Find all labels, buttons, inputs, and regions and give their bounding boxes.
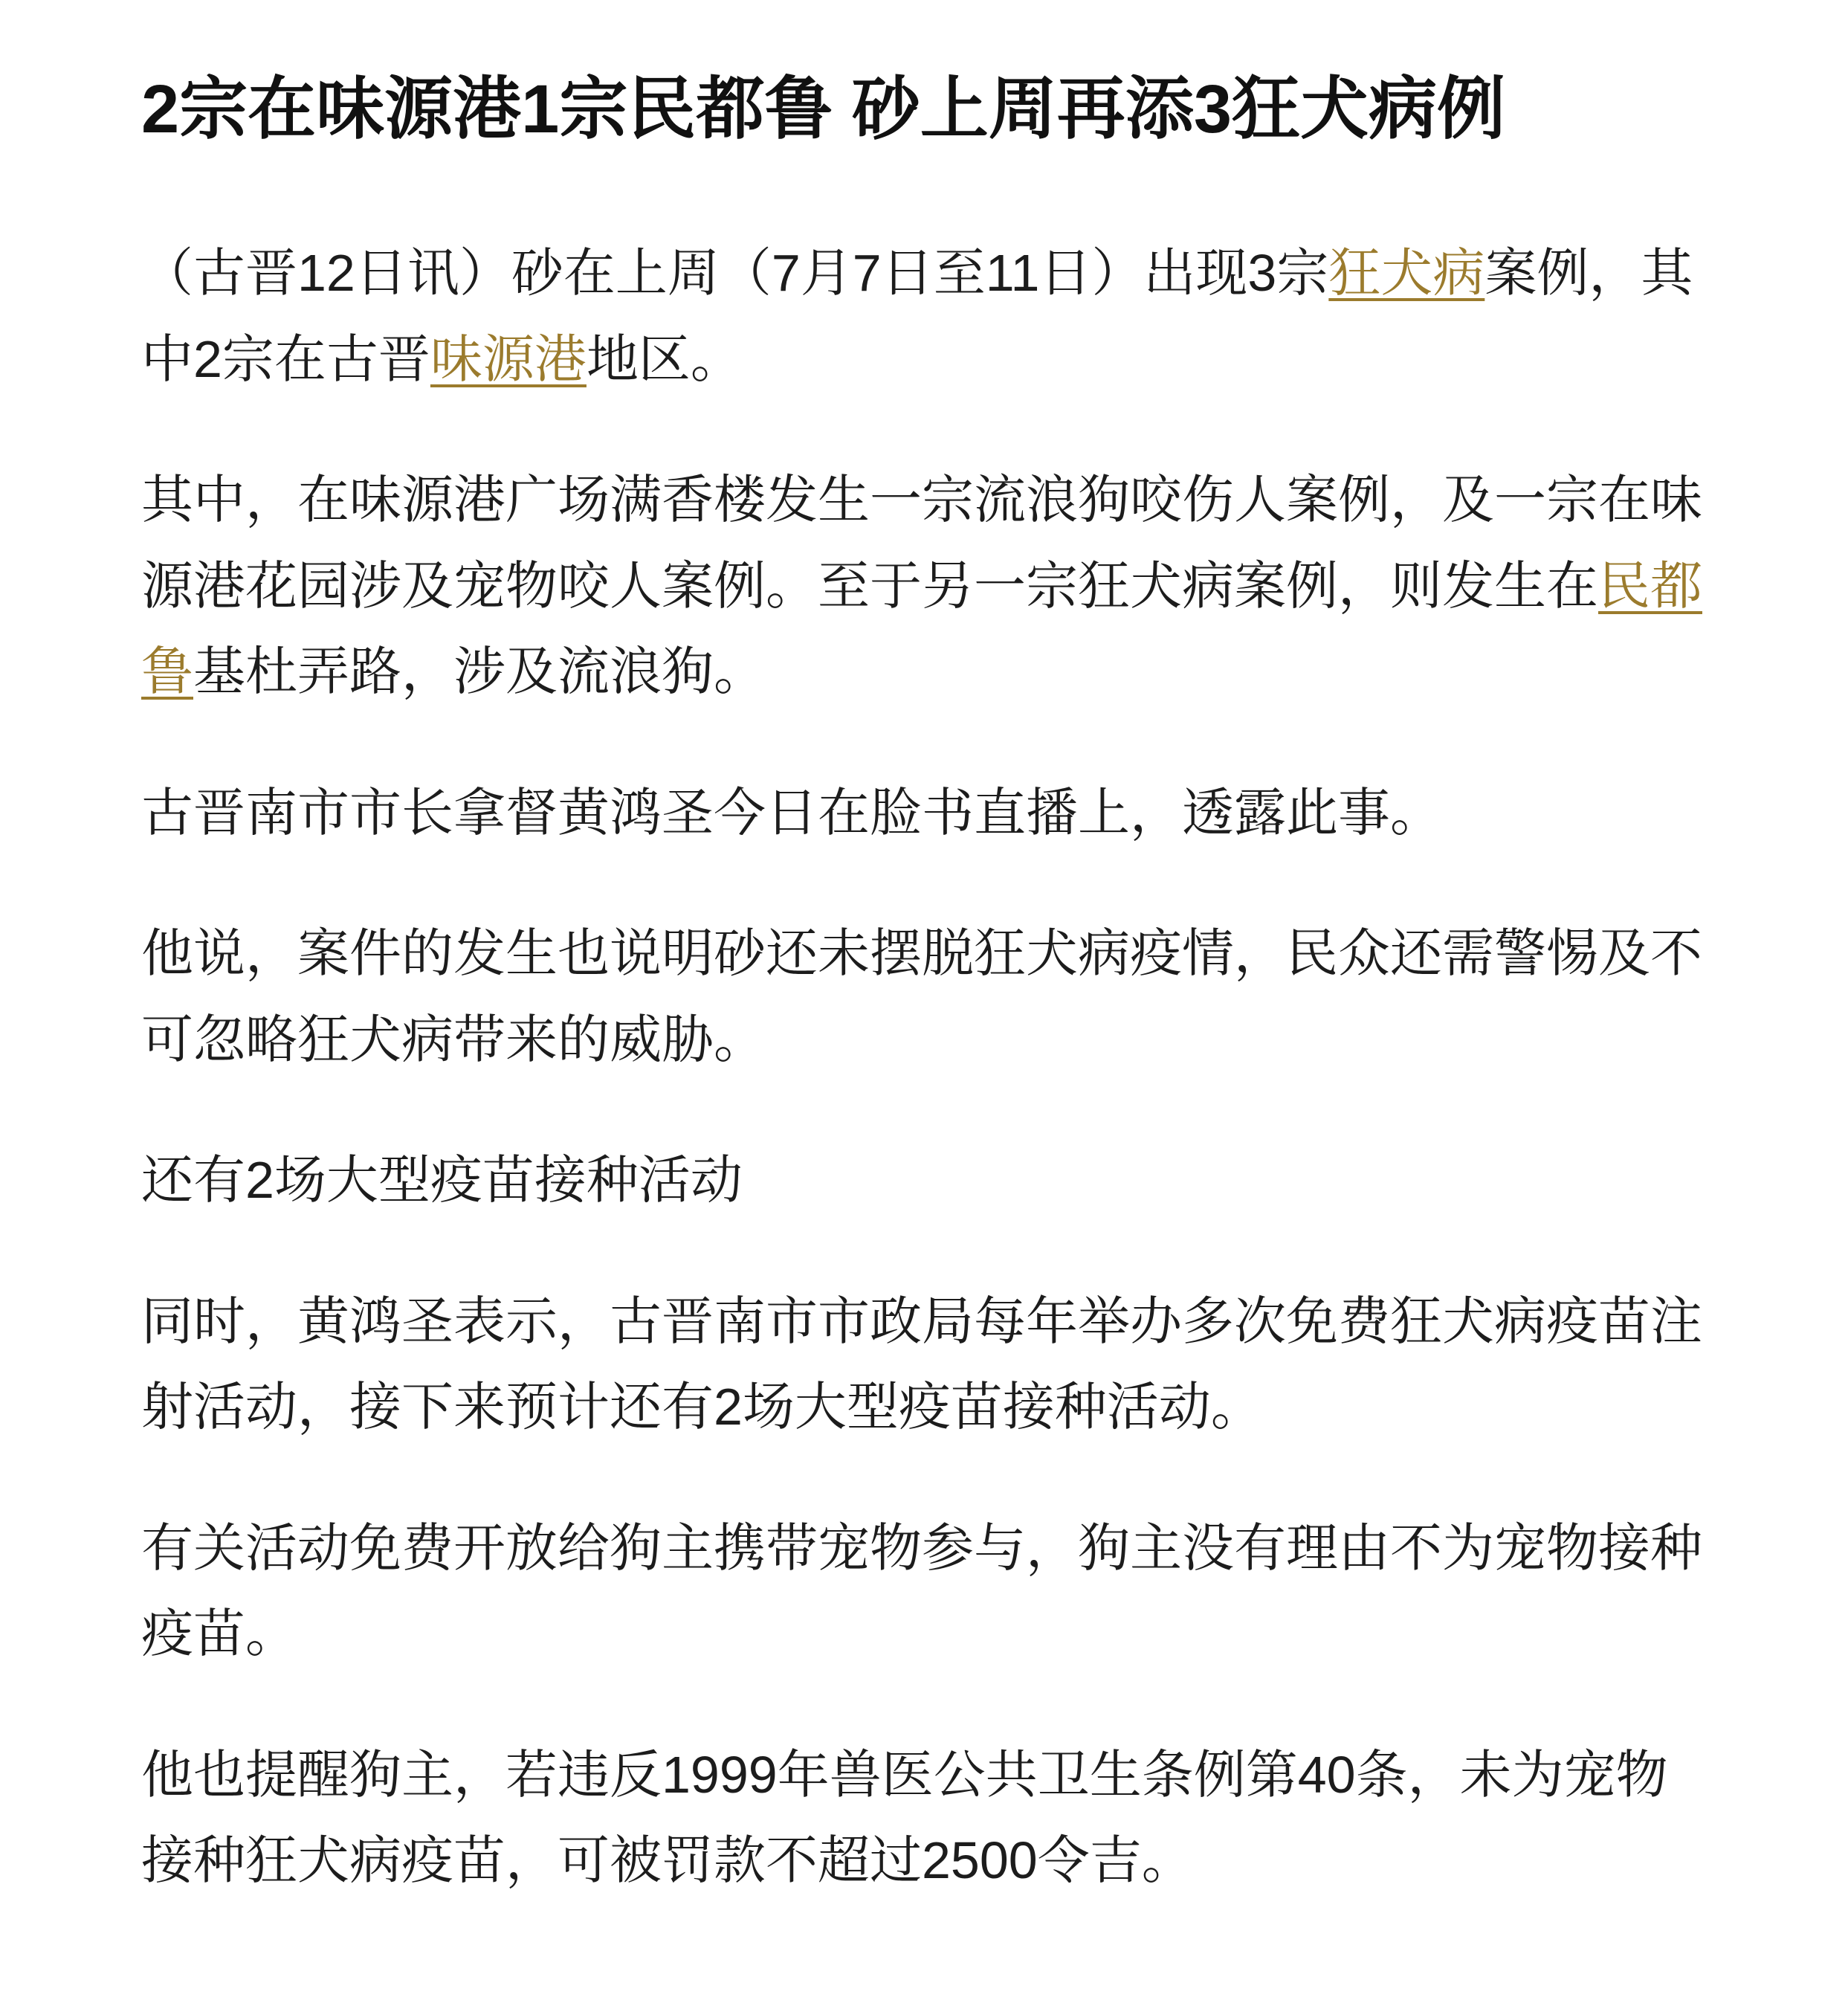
paragraph-fine-reminder [141,1732,1707,1904]
text-segment: 地区。 [586,329,743,388]
text-segment: 基杜弄路，涉及流浪狗。 [193,642,766,700]
text-segment: 古晋南市市长拿督黄鸿圣今日在脸书直播上，透露此事。 [141,783,1442,842]
text-segment: 他说，案件的发生也说明砂还未摆脱狂犬病疫情，民众还需警惕及不可忽略狂犬病带来的威胁。 [141,924,1702,1068]
paragraph-cases-detail [141,457,1707,715]
paragraph-free-participation [141,1506,1707,1677]
text-segment: 同时，黄鸿圣表示，古晋南市市政局每年举办多次免费狂犬病疫苗注射活动，接下来预计还有2场大型疫苗接种活动。 [141,1291,1702,1436]
text-segment: （古晋12日讯）砂在上周（7月7日至11日）出现3宗 [141,244,1329,302]
text-segment: 有关活动免费开放给狗主携带宠物参与，狗主没有理由不为宠物接种疫苗。 [141,1518,1702,1662]
link-rabies[interactable]: 狂犬病 [1328,244,1485,302]
paragraph-subheading-vaccination [141,1138,1707,1224]
paragraph-warning [141,911,1707,1083]
text-segment: 他也提醒狗主，若违反1999年兽医公共卫生条例第40条，未为宠物接种狂犬病疫苗，可被罚款不超过2500令吉。 [141,1745,1668,1889]
text-segment: 案例，其中2宗在古晋 [141,244,1693,388]
paragraph-mayor-statement [141,770,1707,857]
text-segment: 还有2场大型疫苗接种活动 [141,1151,743,1209]
link-bintulu[interactable]: 民都鲁 [141,556,1702,700]
article-title: 2宗在味源港1宗民都鲁 砂上周再添3狂犬病例 [141,71,1506,147]
paragraph-vaccination-events [141,1279,1707,1451]
text-segment: 其中，在味源港广场满香楼发生一宗流浪狗咬伤人案例，及一宗在味源港花园涉及宠物咬人案例。至于另一宗狂犬病案例，则发生在 [141,471,1702,615]
link-weiyuangang[interactable]: 味源港 [430,329,587,388]
paragraph-lead [141,230,1707,402]
